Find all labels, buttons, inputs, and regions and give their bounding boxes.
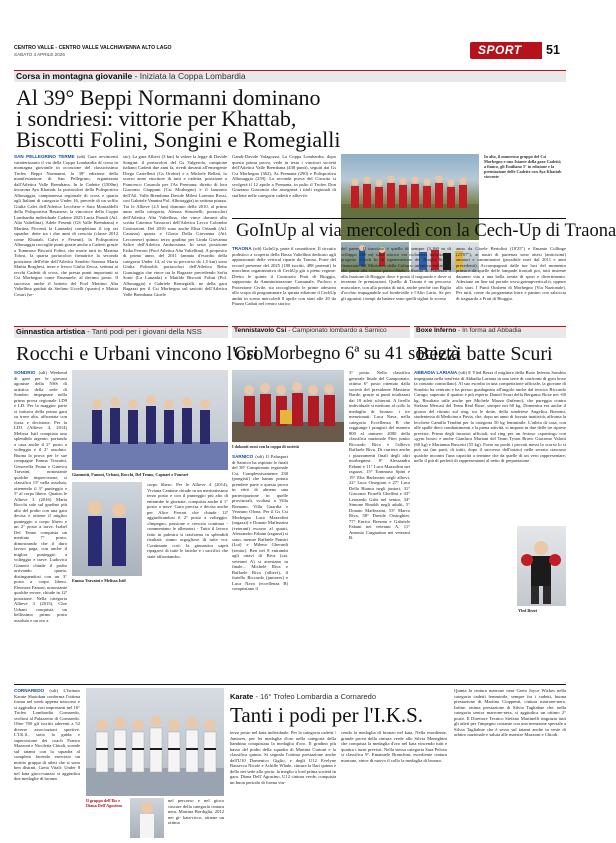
article6-kicker (230, 692, 376, 701)
dateline: CORNAREDO (14, 688, 45, 693)
kicker-sub: - Campionato lombardo a Sarnico (288, 327, 387, 334)
article-karate (14, 684, 566, 840)
section-label: SPORT (478, 43, 522, 57)
body-text: 3° posto. Nella classifica generale finale del Campionato, ottimo 6° posto ottenuto dalla società del presidente Massimo Barde, grazie ai punti totalizzati dai 18 atleti schierati. A livello individuale si mettono al collo la medaglia di bronzo: i tre menzionati: Luca Nava, nella categoria Eccellenza B che raggiunge i pongisti del numero 800 al numero 2000 della classifica nazionale Fitet junior Riccardo Riva e l'allievo Raffaele Riva. Di carriera anche i piazzamenti finali degli altri morbegnesi: 8° Alessandro Fabani e 11° Luca Mazzolini nei ragazzi, 15° Tommaso Spini e 19° Elia Barlassini negli allievi, 22° Luca Orsegioni e 27° Luca Della Bianca negli juniori, 31° Giacomo Fiorelli Ghelfini e 43° Leonardo Gabi nel senior, 34° Simone Rinaldi negli adulti, 5° Donato Maffezzini, 53° Marco Riva, 58° Davide Orsinghter, 77° Enrico Bresma e Gabriele Fabani nei veterani A, 11° Antonio Cargnatino nei veterani B. (349, 370, 410, 540)
body-text: sto). La gara Allievi (3 km) fa valere la legge di Davide Songini: il portacolori del Gs Valgerola, campione italiano Cadetti due anni fa, rivedi davanti all'emergente Diego Castelletti (Gs Orobie) e a Michele Bellati, lo scorso anno vincitore di tutti e cadetta, posizione a Francesco Casarola per l'As Premana; diretto di lora Giacomo Giappuni (Csi Morbegno) e il lanzonio dell'Atl. Valle Brembana Davide Milesi Lorenzo Rossi, con Gabriele Vannini Pol. Albosaggia) in settima piazza. Tra le Allieve (2,5 km) dominio della 2010, al primo anno nella categoria, Alessia Simonelli, portacolori dell'Atletica Alta Valtellina, che vince davanti allo scritta Caterina Vassacori dell'Atletica Lecco Colombo Costruzioni. Del 2010 sono anche Elisa Orlandi (Atl. Casazza) quarta e Gloria Della Giovanna (Atl. Lecconese) quinta; terzo gradino per Linda Giovanna Salice dell'Atletica Ambrosiana. In sesto posizione Erika Ferroni (Pool Atletica Alta Valtellina). A proposito di primo anno, del 2011 (annata d'esordio della categoria Under 14, al via su percorso da 1,5 km) sono Giulia Polinoldi, portacolori dell'Atletica Rebo Guasiaggia che vince tra le Ragazze precedendo Sofia Sonti (La Lanzada) e Matilde Biscotti Folini (Pol. Albosaggia) e Gabriele Romegialli, ne della gara Ragazzi per il Csi Morbegno sul sasiotti dell'Atletica Valle Brembana Gioele (123, 154, 227, 297)
kicker-main: Karate (230, 692, 254, 701)
article2-col2 (341, 246, 451, 312)
article5-col1 (414, 370, 566, 674)
body-text: nel percorso e nel gioco cascare della categoria cintura nera. Martina Bordiglia, 2012 nei gi- kata-ricco, ottiene un ottimo (168, 798, 224, 825)
kicker-main: Ginnastica artistica (16, 327, 86, 336)
article6-col5 (454, 688, 566, 838)
article2-title: GoInUp al via mercoledì con la Cech-Up di Traona (236, 221, 616, 241)
boxer-illustration (517, 526, 566, 606)
issue-date: SABATO 4 APRILE 2026 (14, 52, 65, 57)
article1-col3 (232, 154, 336, 214)
gymnasts-illustration (72, 370, 228, 470)
article2-col3 (456, 246, 566, 312)
article1-kicker (16, 71, 246, 81)
karate-photo-caption: Il gruppo dell'Iks e Diana Dell'Agostino (86, 798, 122, 808)
body-text: del paese. Il tracciato è quello di sempre (3,160 m di sviluppo 330 m) sulla storica via ciclonaria inserita nel progetto «Cech In di rigenerazione dei Borghi Storici finanziato dal Ministero della Cultura: un'antica mulattiera che porta alla chiesa parrocchiale, affronta di Pianezzo e alla frazione di Bioggio dove è posto il traguardo e dove si terranno le premiazioni. Quello di Traona è un percorso muscolare, con alla portata di tutti, anche perché con Biglia d'occhio impugnabile sul fondovalle e l'Alto Lario. Se per gli agonisti i tempi da battere sono quelli siglati lo scorso (341, 246, 451, 301)
article6-col2 (168, 798, 224, 838)
karateka-illustration (86, 688, 224, 796)
body-text: Quinta la cintura marrone nera Greta Joyce Wickes nella categoria cadetti femminile, sempre fra i cadetti, buona prestazione di Martino Cioppenti, cintura marrone-nera. Infine, ottima prestazione di Silvia Tagliabue che, nella categoria senior marrone-nera, si aggiudica un ottimo 2° posto. Il Direttore Tecnico Stefano Martinelli ringrazia tutti gli atleti per l'impegno costante con una menzione speciale a Silvia Tagliabue che è sesso sul tatami anche in veste di arbitro nazionale e saluta alle maestre Mazzoni e Chiodi. (454, 688, 566, 737)
players-illustration (232, 370, 344, 442)
team-photo (232, 370, 344, 442)
body-text: cendo la medaglia di bronzo nel kata. Nella esordiente, grande prova della cintura verde allo Silvia Meneghini che conquista la medaglia d'oro nel kata vincendo tutti e quattro i turni previsti. Nella stessa categoria Sara Peloso si classifica 9ª. Emanuele Branchini, esordiente cintura marrone, vince di nuovo il collo la medaglia di bronzo. (341, 730, 447, 763)
kicker-sub: - 16° Trofeo Lombardia a Cornaredo (255, 692, 377, 701)
article3-title: Rocchi e Urbani vincono l'oro (16, 343, 264, 365)
article4-kicker (234, 327, 387, 334)
boxer-caption: Yled Bezzi (518, 608, 537, 613)
team-photo (72, 370, 228, 470)
kicker-sub: - Tanti podi per i giovani della NSS (87, 327, 202, 336)
article5-title: Bezzi batte Scuri (416, 343, 553, 365)
body-text: Gandi-Davide Valagozza. La Coppa Lombardia, dopo questa prima prova, vede in testa i vincitori società dell'Atletica Valle Brembana (438 punti), seguiti dai Gs Csi Morbegno (362), As Premana (290) e Polisportiva Albosaggia (259). La seconda prova del Circuito si svolgerà il 12 aprile a Premana, in palio il Trofeo Don Graziano Giacomia che assegnerà i titoli regionali di staffette nelle categorie cadetti e allievi/e. (232, 154, 336, 198)
karate-portrait-photo (130, 798, 164, 838)
dateline: TRAONA (232, 246, 252, 251)
duo-illustration (72, 482, 142, 576)
article1-title-1: Al 39° Beppi Normanni dominano (16, 85, 321, 110)
dateline: SARNICO (232, 454, 254, 459)
article4-title: Csi Morbegno 6ª su 41 società (234, 344, 460, 364)
page-number: 51 (546, 43, 560, 57)
article3-col2 (147, 482, 228, 674)
article6-col3 (230, 730, 336, 838)
article3-kicker (16, 327, 202, 336)
kicker-main: Tennistavolo Csi (234, 327, 287, 334)
article1-col1 (14, 154, 118, 297)
masthead-bar (14, 42, 566, 62)
boxer-photo (514, 526, 566, 606)
karateka-portrait (130, 798, 164, 838)
divider (232, 218, 566, 219)
article-goinup (232, 218, 616, 312)
article1-title-3: Biscotti Folini, Songini e Romegialli (16, 127, 341, 152)
body-text: (sdt) Gara avvincenti caratterizzano il via della Coppa Lombardia di corsa in montagna giovanile in occasione del classicissimo Trofeo Beppi Normanni, la 39ª edizione della manifestazione di San Pellegrino, organizzata dall'Atletica Valle Brembana. In le Cadette (1500m) incorona Aya Khattab: la portacolori della Polisportiva Albosaggia, campionessa regionale di cross e quarta agli Italiani di categoria Under 16, precede di un soffio Giulia Calvi dell'Atletica Lecchese e Sara Montaldelli della Polisportiva Besanese; la vincitrice della Coppa Lombardia individuale Cadette 2025 Lucia Praudi (Atl. Alta Valtellina), Adele Fesenti (GS Valle Brembana) e Martina Piccenti la Lanzada) completano il top sei squadre: dette tra i due anni di crescita (classe 2012 come Khattab, Calvi e Fesenti), la Polisportiva Albosaggia raccoglie punti grazie anche a Caderti grazie a Tommaso Biscotti Folini, che morte tutti in Martina Tolosi, la quarta portacolori firmatrice la seconda posizione dell'elite dell'Atletica Sondrio Sonnoa Marta Mattia Borghesi, terze e fresco Giulia Zecca, settima ai recchi Cadetti di cross, che presta punti importanti ai Csi Morbegno come Emanuele, al decimo posto. Il successo anche il botteto del Pool Mottino Alta Valtellina guidati da Stefano Uccelli (quarto) e Mattia Cesari (se- (14, 154, 118, 297)
photo-caption: In alto, il numeroso gruppo del Csi Morbegno e uno Istante della gara Cadetti; a fianco, gli Emiliano 5° in edizione e la premiazione delle Cadette con Aya Khattab vincente (484, 154, 562, 179)
dateline: SONDRIO (14, 370, 36, 375)
body-text: (sdt) GoInUp, parte il countdown. Il circuito podistico a scoperta della Bassa Valtellina dedicato agli appassionati delle vertical riparte da Traona. Forte del record presenze del 2025 (180 iscritti, 488 partenti) la macchina organizzativa di CechUp già a pieno regime. Dietro le quinte il Consorzio Prati di Bioggio, supportato da Amministrazione Comunale, Proloco e Protezione Civile, sta raccogliendo le prime adesioni allo scopo di programmare la quinta edizione d CechUp andrà in scena mercoledì 8 aprile con start alle 20 da Piazza Caduti nel centro storico (232, 246, 336, 306)
team-photo-caption: I doknoti rossi con la coppa di società (232, 444, 299, 449)
dateline: SAN PELLEGRINO TERME (14, 154, 75, 159)
article6-col1 (14, 688, 80, 838)
article6-title: Tanti i podi per l'I.K.S. (230, 703, 424, 727)
body-text: (sdt) E Yled Bezzi il migliore della Boxe Inferno Sondrio impegnata nella trasferta di Abbadia Lariana in una serie di confronti di gym boxe (a contatto controllato). Al suo esordio in una competizione ufficiale, la giovane di Sondrio ha centrato e ha presso guadagnato all'angolo anche dal tecnico Riccardo Carugo, superato il quattro e più esperto Daniel Scuri della Bergamo Boxe nei -60 kg. Risultato utile anche per Michele Mazza (Inferno), che pareggia contro Stefano Mercati del Team Real Boxe, sempre nei 60 kg. Domenica era anche il giorno del ritorno sul ring, tra le dotte, della sondriese Angelica Bonomi, studentessa di Medicina a Pavia, che, dopo un anno di forzata inattività, affronta la lecchese Camilla Tendini per la categoria 50 kg femminile. L'atleta di casa, con alle spalle dieci combattimenti e la piena attività, si impone in due delle tre riprese previste. Prima degli incontri ufficiali, sul ring per un festoso «sparring» con «gym boxe» e anche Gianluca Mariani del Team Tyson Bravo Giacomo Valotti (60 kg) e Marianna Buscetti (55 kg). Forse no pochi i provati messi lo scorso lo si può sia (un parti, di tratti, dopo il successo dell'inizio) nelle serrata ciascuno qualche incontri l'una capacità a termine che da quelle di un vero rappresentare, nello il più di perfetti di rappresentanti al netto di preparazione. (414, 370, 566, 463)
kicker-main: Corsa in montagna giovanile (16, 71, 133, 81)
body-text: corpo libero. Per le Allieve 4 (2014), Viviana Cantone chiude in un meritatissimo terzo posto e con il punteggio più alto di entrambe le giornate, conquista anche il 1° posto a trave. Gara precisa e decisa anche per Alice Ferrari che chiude 12ª aggiudicandosi il 2° posto a volteggio. «Impegno, passione e crescita continua - commentano le allenatori - Tutto il lavoro fatto in palestra si trasforma in splendidi risultati: siamo orgogliose di tutte voi. Continuate così: la ginnastica saprà ripagarvi di tutte le fatiche e i sacrifici che state affrontando». (147, 482, 228, 559)
body-text: anno da Gioele Bertolini (18'25") e Emanie Collinge (21'07"), ai nastri di partenza sono attesi (anticisimi) amatori e camminatori (possibile nuvi dal 2011 e anni precedenti). Accompagnati dalle tue luci del momento prima e da quelle delle lampade frontali poi, tutti insieme daranno vita a una bella serata di sport e divertimento. Adesione on line sul portale www.goinupvertical.it, oppure allo start. I Punti Ousbent di Morbegno (Via Nazionale). Per tutti, come da programma birre e panino con salsiccia di traguardo a Prati di Bioggio. (456, 246, 566, 301)
body-text: (sdt) L'Istituto Karate Shotokan conferma l'ottima forma nel week appena trascorso e si aggiudica vari importanti nel 16° Trofeo Lombardia Cornaredo, svoltosi al Palazzetto di Cornaredo. Oltre 700 gli iscritti aderenti a 52 diverse associazioni sportive. L'I.K.S., sotto la guida e supervisione dei coach Franco Mazzoni e Nicoletta Chiodi, scende sul tatami con la squadra al completo facendo esercizio un nutrito gruppo di atleti che si sono ben distinti. Greta Vitali: Under 8 nel kata gioco-sanzio si aggiudica due medaglie di bronzo (14, 688, 80, 781)
article1-col2 (123, 154, 227, 297)
article2-col1 (232, 246, 336, 312)
article4-col2 (349, 370, 410, 674)
dateline: ABBADIA LARIANA (414, 370, 458, 375)
duo-photo (72, 482, 142, 576)
divider (14, 684, 566, 685)
kicker-main: Boxe Inferno (416, 327, 457, 334)
kicker-sub: - In forma ad Abbadia (458, 327, 522, 334)
team-photo-caption: Giannotti, Fanoni, Urbani, Rocchi, Del Tenno, Capnari e Fonrari (72, 472, 189, 477)
article3-col1 (14, 370, 67, 674)
body-text: (sdt) Weekend di gare per le giovani agoniste della NSS di artistica della sede di Sondrio impegnate nella prima prova regionale LD9 e LD. Per la maggior parte si trattava della prima gara su trave alta, affrontata con forza e decisione. Per la LD3 (Allieve 4, 2014) Melissa Istif conquista uno splendido argento, portando a casa anche il 2° posto a volteggio e il 2° assoluto. Buona la prova per le sue compagne Emma Travaini, Genoveffa Pruna e Ginevra Travaini, nonostante qualche imprecisione, si classifica 15ª nella assoluta, ottenendo il 3° punteggio e 5° al corpo libero. Quattro le Allieve 3 (2016) Maria Rocchi sale sul gradino più alto del podio con una gara decisa e ottiene il miglior punteggio a corpo libero e un 2° posto a trave. Isabel Del Tenno conquista un meritato 7° posto, dimostrando che il duro lavoro paga, con anche il miglior punteggio a volteggio e trave. Ludovica Gianotti chiude il podio arrivando quarta, distinguendosi con un 3° posto a corpo libero. Eleonora Fanoni, nonostante qualche errore, chiude in 12ª posizione. Nella categoria Allieve 3 (2015), Cloe Urbani conquista un bellissimo primo posto assoluto e un oro a (14, 370, 67, 623)
karate-group-photo (86, 688, 224, 796)
kicker-sub: - Iniziata la Coppa Lombardia (134, 71, 246, 81)
body-text: terzo posto nel kata individuale. Per la categoria cadetti / Juniores, per lei medaglia d'oro nella categoria della bambina conquistata la medaglia d'oro. Il gradino più basso del podio della squadra di Martina Curtoni e la classifica quinta. Si segnala l'ottima prestazione anche dell'U10 Domenico Giglio, e degli U12 Evelyne Bassecca Nicole e Achille Whale, cintura la Ilari quinta e dello nei sede allo porto: la meglio a lord prima società in gara. Diana Dell' Agostino, U12 cintura verde, conquista un buon periodo di forma vin- (230, 730, 337, 785)
duo-photo-caption: Emma Travaini e Melissa Istif (72, 578, 126, 583)
article5-kicker (416, 327, 521, 334)
newspaper-name: CENTRO VALLE - CENTRO VALLE VALCHIAVENNA ALTO LAGO (14, 45, 172, 51)
article4-col1 (232, 454, 288, 674)
article6-col4 (341, 730, 447, 838)
body-text: (sdt) Il Palasport di Sarnico ha ospitato le finali del 38° Campionato regionale Csi. Complessivamente 230 (pongisti) che hanno potuto prendere parte a questa prova in vitrò di almeno una partecipazione in quelle provinciali, svoltasi a Villa Romano, Villa Guardia e Vezzano Olona. Per il Gs Csi Morbegno Luca Mazzolini (ragazzi) e Donato Maffezzini (veterani) escono al quarti, Alessandro Fabani (ragazzi) si sono, mentre Raffaele Pansiri (Lui) e Milena Gherardi (senior). Ben nei 8 entrambi agli ottavi di Riva (cat. veterani A) si arrestano in finale... Michele Riva e Raffaele Riva (allievi), il fratello Riccardo (juniores) e Luca Nava (eccellenza B) conquistano il (232, 454, 288, 591)
article1-title-2: i sondriesi: vittorie per Khattab, (16, 106, 297, 131)
article-boxe (414, 326, 566, 676)
section-tab (470, 42, 542, 59)
